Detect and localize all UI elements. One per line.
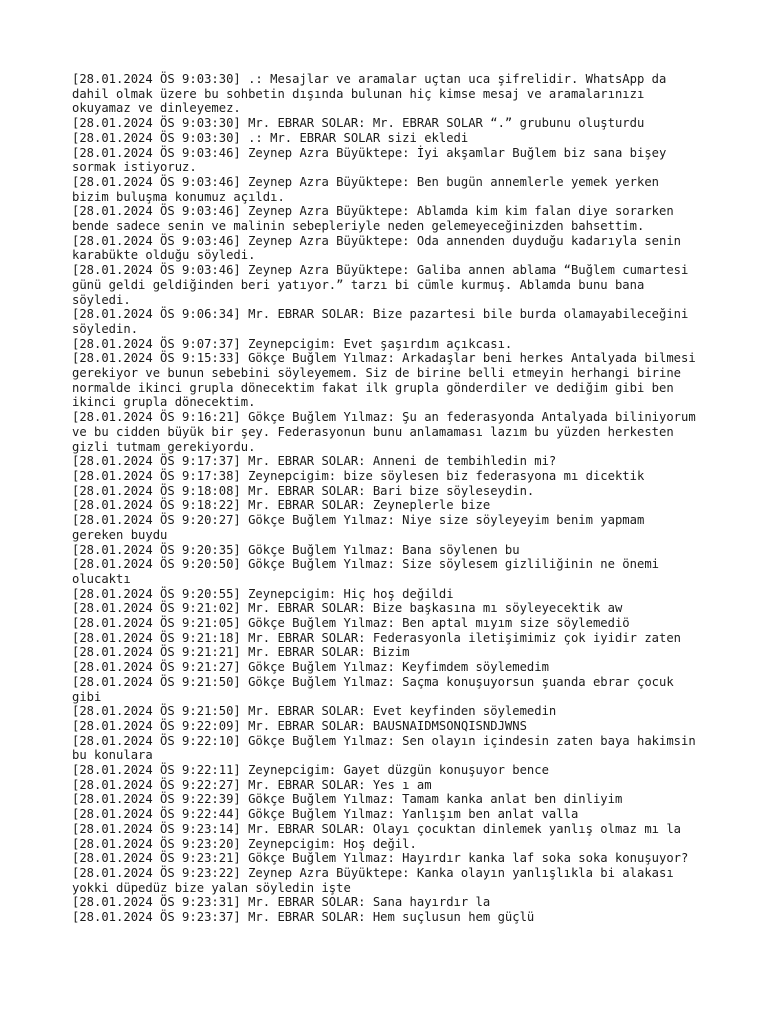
chat-line: [28.01.2024 ÖS 9:23:21] Gökçe Buğlem Yılmaz: Hayırdır kanka laf soka soka konuşuyor?	[72, 851, 689, 866]
chat-line: [28.01.2024 ÖS 9:22:11] Zeynepcigim: Gayet düzgün konuşuyor bence	[72, 763, 549, 778]
chat-line: [28.01.2024 ÖS 9:17:37] Mr. EBRAR SOLAR: Anneni de tembihledin mi?	[72, 454, 557, 469]
chat-line: [28.01.2024 ÖS 9:18:22] Mr. EBRAR SOLAR: Zeyneplerle bize	[72, 498, 491, 513]
chat-line: [28.01.2024 ÖS 9:21:27] Gökçe Buğlem Yılmaz: Keyfimdem söylemedim	[72, 660, 549, 675]
chat-line: [28.01.2024 ÖS 9:21:18] Mr. EBRAR SOLAR: Federasyonla iletişimimiz çok iyidir zaten	[72, 630, 682, 645]
chat-line: [28.01.2024 ÖS 9:03:30] .: Mesajlar ve aramalar uçtan uca şifrelidir. WhatsApp da dahil olmak üzere bu sohbetin dışında bulunan hiç kimse mesaj ve aramalarınızı okuyamaz ve dinleyemez.	[72, 72, 674, 116]
chat-line: [28.01.2024 ÖS 9:07:37] Zeynepcigim: Evet şaşırdım açıkcası.	[72, 336, 513, 351]
chat-line: [28.01.2024 ÖS 9:23:37] Mr. EBRAR SOLAR: Hem suçlusun hem güçlü	[72, 910, 535, 925]
chat-line: [28.01.2024 ÖS 9:21:50] Gökçe Buğlem Yılmaz: Saçma konuşuyorsun şuanda ebrar çocuk gibi	[72, 674, 682, 704]
chat-line: [28.01.2024 ÖS 9:22:39] Gökçe Buğlem Yılmaz: Tamam kanka anlat ben dinliyim	[72, 792, 623, 807]
chat-line: [28.01.2024 ÖS 9:23:22] Zeynep Azra Büyüktepe: Kanka olayın yanlışlıkla bi alakası yokki düpedüz bize yalan söyledin işte	[72, 865, 682, 895]
chat-line: [28.01.2024 ÖS 9:03:46] Zeynep Azra Büyüktepe: Ablamda kim kim falan diye sorarken bende sadece senin ve malinin sebepleriyle neden gelemeyeceğinizden bahsettim.	[72, 204, 682, 234]
chat-line: [28.01.2024 ÖS 9:16:21] Gökçe Buğlem Yılmaz: Şu an federasyonda Antalyada biliniyorum ve bu cidden büyük bir şey. Federasyonun bunu anlamaması lazım bu yüzden herkesten gizli tutmam gerekiyordu.	[72, 410, 704, 454]
chat-line: [28.01.2024 ÖS 9:22:27] Mr. EBRAR SOLAR: Yes ı am	[72, 777, 432, 792]
chat-line: [28.01.2024 ÖS 9:20:55] Zeynepcigim: Hiç hoş değildi	[72, 586, 454, 601]
chat-line: [28.01.2024 ÖS 9:22:10] Gökçe Buğlem Yılmaz: Sen olayın içindesin zaten baya hakimsin bu konulara	[72, 733, 704, 763]
chat-line: [28.01.2024 ÖS 9:18:08] Mr. EBRAR SOLAR: Bari bize söyleseydin.	[72, 483, 535, 498]
chat-line: [28.01.2024 ÖS 9:22:44] Gökçe Buğlem Yılmaz: Yanlışım ben anlat valla	[72, 807, 579, 822]
chat-line: [28.01.2024 ÖS 9:17:38] Zeynepcigim: bize söylesen biz federasyona mı dicektik	[72, 468, 645, 483]
chat-transcript	[72, 72, 704, 925]
chat-line: [28.01.2024 ÖS 9:03:46] Zeynep Azra Büyüktepe: Oda annenden duyduğu kadarıyla senin karabükte olduğu söyledi.	[72, 233, 689, 263]
chat-line: [28.01.2024 ÖS 9:20:27] Gökçe Buğlem Yılmaz: Niye size söyleyeyim benim yapmam gereken buydu	[72, 513, 652, 542]
chat-line: [28.01.2024 ÖS 9:23:20] Zeynepcigim: Hoş değil.	[72, 836, 417, 851]
chat-line: [28.01.2024 ÖS 9:21:50] Mr. EBRAR SOLAR: Evet keyfinden söylemedin	[72, 704, 557, 719]
chat-line: [28.01.2024 ÖS 9:15:33] Gökçe Buğlem Yılmaz: Arkadaşlar beni herkes Antalyada bilmesi gerekiyor ve bunun sebebini söyleyemem. Siz de birine belli etmeyin herhangi birine normalde ikinci grupla dönecektim fakat ilk grupla gönderdiler ve dediğim gibi ben ikinci grupla dönecektim.	[72, 351, 704, 410]
chat-line: [28.01.2024 ÖS 9:21:21] Mr. EBRAR SOLAR: Bizim	[72, 645, 410, 660]
chat-line: [28.01.2024 ÖS 9:20:50] Gökçe Buğlem Yılmaz: Size söylesem gizliliğinin ne önemi olucaktı	[72, 557, 667, 586]
chat-line: [28.01.2024 ÖS 9:03:46] Zeynep Azra Büyüktepe: İyi akşamlar Buğlem biz sana bişey sormak istiyoruz.	[72, 145, 674, 175]
chat-line: [28.01.2024 ÖS 9:03:46] Zeynep Azra Büyüktepe: Ben bugün annemlerle yemek yerken bizim buluşma konumuz açıldı.	[72, 174, 667, 204]
chat-line: [28.01.2024 ÖS 9:23:31] Mr. EBRAR SOLAR: Sana hayırdır la	[72, 895, 491, 910]
chat-line: [28.01.2024 ÖS 9:21:05] Gökçe Buğlem Yılmaz: Ben aptal mıyım size söylemediö	[72, 616, 630, 631]
chat-line: [28.01.2024 ÖS 9:03:46] Zeynep Azra Büyüktepe: Galiba annen ablama “Buğlem cumartesi günü geldi geldiğinden beri yatıyor.” tarzı bi cümle kurmuş. Ablamda bunu bana söyledi.	[72, 263, 696, 307]
chat-line: [28.01.2024 ÖS 9:20:35] Gökçe Buğlem Yılmaz: Bana söylenen bu	[72, 542, 520, 557]
chat-line: [28.01.2024 ÖS 9:06:34] Mr. EBRAR SOLAR: Bize pazartesi bile burda olamayabileceğini söyledin.	[72, 307, 696, 336]
chat-line: [28.01.2024 ÖS 9:03:30] .: Mr. EBRAR SOLAR sizi ekledi	[72, 130, 469, 145]
chat-line: [28.01.2024 ÖS 9:21:02] Mr. EBRAR SOLAR: Bize başkasına mı söyleyecektik aw	[72, 601, 623, 616]
chat-line: [28.01.2024 ÖS 9:23:14] Mr. EBRAR SOLAR: Olayı çocuktan dinlemek yanlış olmaz mı la	[72, 821, 682, 836]
chat-line: [28.01.2024 ÖS 9:03:30] Mr. EBRAR SOLAR: Mr. EBRAR SOLAR “.” grubunu oluşturdu	[72, 116, 645, 131]
chat-line: [28.01.2024 ÖS 9:22:09] Mr. EBRAR SOLAR: BAUSNAIDMSONQISNDJWNS	[72, 718, 527, 733]
